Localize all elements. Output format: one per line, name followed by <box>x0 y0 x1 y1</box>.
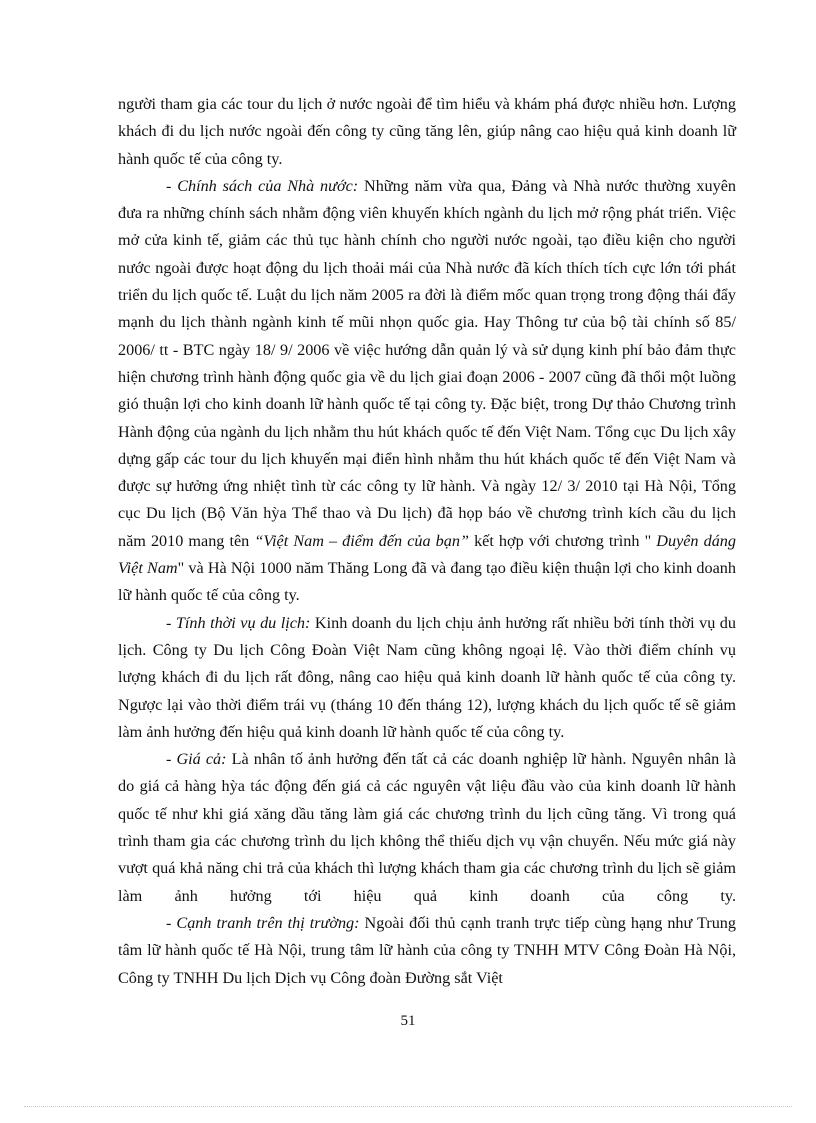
paragraph-text: Kinh doanh du lịch chịu ảnh hưởng rất nhiều bởi tính thời vụ du lịch. Công ty Du lịch Công Đoàn Việt Nam cũng không ngoại lệ. Vào thời điểm chính vụ lượng khách đi du lịch rất đông, nâng cao hiệu quả kinh doanh lữ hành quốc tế của công ty. Ngược lại vào thời điểm trái vụ (tháng 10 đến tháng 12), lượng khách du lịch quốc tế sẽ giảm làm ảnh hưởng đến hiệu quả kinh doanh lữ hành quốc tế của công ty. <box>118 613 736 741</box>
bullet-dash: - <box>166 750 177 769</box>
section-heading: Chính sách của Nhà nước: <box>177 176 359 195</box>
paragraph-intro <box>118 91 736 173</box>
page-bottom-border <box>24 1106 792 1107</box>
page-number: 51 <box>400 1013 416 1029</box>
paragraph-seasonality <box>118 610 736 746</box>
paragraph-text: " và Hà Nội 1000 năm Thăng Long đã và đang tạo điều kiện thuận lợi cho kinh doanh lữ hành quốc tế của công ty. <box>118 559 736 605</box>
paragraph-state-policy <box>118 173 736 610</box>
paragraph-text: Những năm vừa qua, Đảng và Nhà nước thường xuyên đưa ra những chính sách nhằm động viên khuyến khích ngành du lịch mở rộng phát triển. Việc mở cửa kinh tế, giảm các thủ tục hành chính cho người nước ngoài, tạo điều kiện cho người nước ngoài được hoạt động du lịch thoải mái của Nhà nước đã kích thích tích cực lớn tới phát triển du lịch quốc tế. Luật du lịch năm 2005 ra đời là điểm mốc quan trọng trong động thái đẩy mạnh du lịch thành ngành kinh tế mũi nhọn quốc gia. Hay Thông tư của bộ tài chính số 85/ 2006/ tt - BTC ngày 18/ 9/ 2006 về việc hướng dẫn quản lý và sử dụng kinh phí bảo đảm thực hiện chương trình hành động quốc gia về du lịch giai đoạn 2006 - 2007 cũng đã thổi một luồng gió thuận lợi cho kinh doanh lữ hành quốc tế tại công ty. Đặc biệt, trong Dự thảo Chương trình Hành động của ngành du lịch nhằm thu hút khách quốc tế đến Việt Nam. Tổng cục Du lịch xây dựng gấp các tour du lịch khuyến mại điển hình nhằm thu hút khách quốc tế đến Việt Nam và được sự hưởng ứng nhiệt tình từ các công ty lữ hành. Và ngày 12/ 3/ 2010 tại Hà Nội, Tổng cục Du lịch (Bộ Văn hỳa Thể thao và Du lịch) đã họp báo về chương trình kích cầu du lịch năm 2010 mang tên <box>118 176 736 550</box>
paragraph-price <box>118 746 736 910</box>
bullet-dash: - <box>166 913 177 932</box>
paragraph-text: kết hợp với chương trình " <box>468 531 657 550</box>
bullet-dash: - <box>166 176 178 195</box>
bullet-dash: - <box>166 613 176 632</box>
section-heading: Cạnh tranh trên thị trường: <box>176 913 360 932</box>
section-heading: Tính thời vụ du lịch: <box>175 613 311 632</box>
quoted-title: Duyên dáng Việt Nam <box>118 531 736 578</box>
section-heading: Giá cả: <box>176 750 227 769</box>
paragraph-competition <box>118 910 736 992</box>
body-text <box>118 91 736 992</box>
quoted-title: “Việt Nam – điểm đến của bạn” <box>254 531 469 550</box>
paragraph-text: Ngoài đối thủ cạnh tranh trực tiếp cùng hạng như Trung tâm lữ hành quốc tế Hà Nội, trung tâm lữ hành của công ty TNHH MTV Công Đoàn Hà Nội, Công ty TNHH Du lịch Dịch vụ Công đoàn Đường sắt Việt <box>118 913 736 987</box>
paragraph-text: người tham gia các tour du lịch ở nước ngoài để tìm hiểu và khám phá được nhiều hơn. Lượng khách đi du lịch nước ngoài đến công ty cũng tăng lên, giúp nâng cao hiệu quả kinh doanh lữ hành quốc tế của công ty. <box>118 95 736 168</box>
paragraph-text: Là nhân tố ảnh hưởng đến tất cả các doanh nghiệp lữ hành. Nguyên nhân là do giá cả hàng hỳa tác động đến giá cả các nguyên vật liệu đầu vào của kinh doanh lữ hành quốc tế như khi giá xăng dầu tăng làm giá các chương trình du lịch cũng tăng. Vì trong quá trình tham gia các chương trình du lịch không thể thiếu dịch vụ vận chuyển. Nếu mức giá này vượt quá khả năng chi trả của khách thì lượng khách tham gia các chương trình du lịch sẽ giảm làm ảnh hưởng tới hiệu quả kinh doanh của công ty. <box>118 750 737 905</box>
